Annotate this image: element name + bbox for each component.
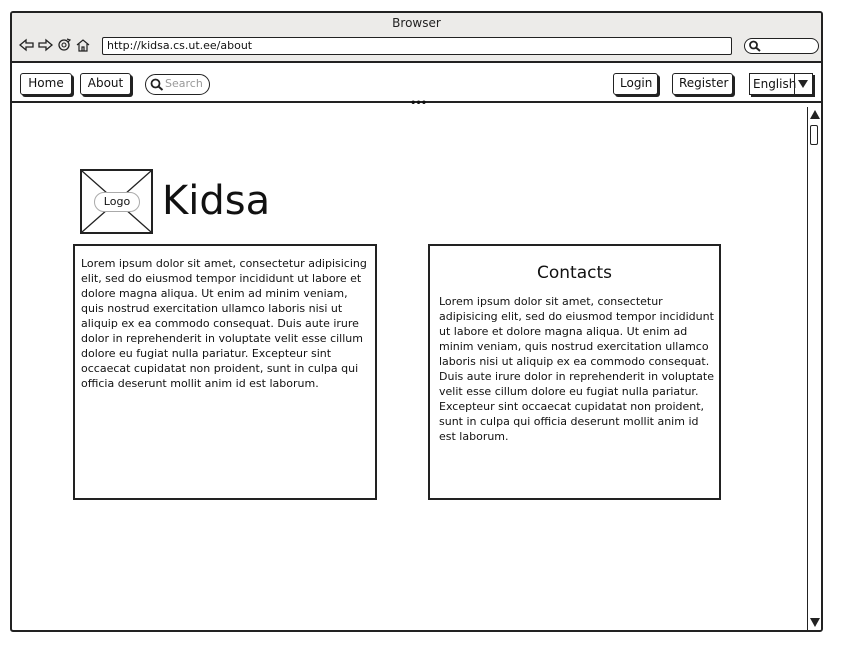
register-button[interactable]: Register [672,73,733,95]
back-icon[interactable] [18,38,35,52]
vertical-scrollbar[interactable] [807,107,821,630]
contacts-panel [428,244,721,500]
about-button[interactable]: About [80,73,131,95]
browser-search-field[interactable] [744,38,819,54]
browser-title: Browser [392,16,441,30]
home-icon[interactable] [75,38,92,52]
login-button[interactable]: Login [613,73,658,95]
site-search-input[interactable] [145,74,210,95]
logo-label: Logo [94,192,140,212]
scroll-thumb[interactable] [810,125,818,145]
chevron-down-icon[interactable] [794,74,812,94]
site-title: Kidsa [162,178,271,224]
contacts-heading: Contacts [537,263,612,283]
browser-nav-controls [18,38,92,52]
logo-placeholder [80,169,153,234]
site-navbar [12,63,821,103]
browser-window [10,11,823,632]
language-selected: English [753,77,797,91]
scroll-down-icon[interactable] [810,618,820,627]
resize-handle-icon[interactable]: ••• [410,98,427,109]
about-text: Lorem ipsum dolor sit amet, consectetur adipisicing elit, sed do eiusmod tempor incididunt ut labore et dolore magna aliqua. Ut enim ad minim veniam, quis nostrud exercitation ullamco laboris nisi ut aliquip ex ea commodo consequat. Duis aute irure dolor in reprehenderit in voluptate velit esse cillum dolore eu fugiat nulla pariatur. Excepteur sint occaecat cupidatat non proident, sunt in culpa qui officia deserunt mollit anim id est laborum. [81,257,367,390]
address-bar[interactable]: http://kidsa.cs.ut.ee/about [102,37,732,55]
about-panel [73,244,377,500]
forward-icon[interactable] [37,38,54,52]
contacts-text: Lorem ipsum dolor sit amet, consectetur adipisicing elit, sed do eiusmod tempor incididunt ut labore et dolore magna aliqua. Ut enim ad minim veniam, quis nostrud exercitation ullamco laboris nisi ut aliquip ex ea commodo consequat. Duis aute irure dolor in reprehenderit in voluptate velit esse cillum dolore eu fugiat nulla pariatur. Excepteur sint occaecat cupidatat non proident, sunt in culpa qui officia deserunt mollit anim id est laborum. [439,295,714,443]
home-button[interactable]: Home [20,73,72,95]
reload-icon[interactable] [56,38,73,52]
browser-chrome [12,13,821,63]
scroll-up-icon[interactable] [810,110,820,119]
search-placeholder: Search [165,77,203,90]
search-icon [150,78,164,91]
language-select[interactable] [749,73,813,95]
search-icon [748,40,762,52]
